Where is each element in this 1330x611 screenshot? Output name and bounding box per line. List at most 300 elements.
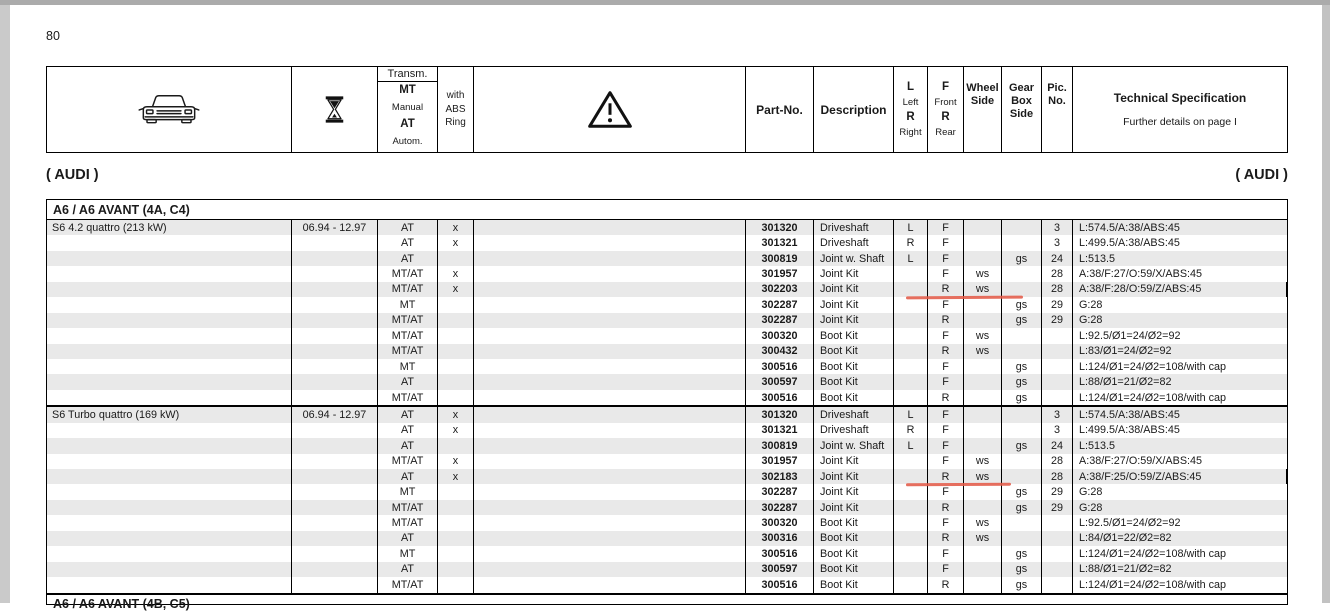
cell-fr: R — [928, 577, 964, 592]
cell-tech: L:83/Ø1=24/Ø2=92 — [1079, 345, 1172, 358]
cell-tech: L:574.5/A:38/ABS:45 — [1079, 408, 1180, 421]
rows-container — [47, 220, 1287, 595]
parts-row — [47, 484, 1287, 499]
cell-date — [292, 359, 378, 374]
cell-part: 301957 — [746, 266, 814, 281]
cell-gs: gs — [1002, 359, 1042, 374]
cell-tech: L:92.5/Ø1=24/Ø2=92 — [1079, 329, 1181, 342]
cell-part: 300516 — [746, 546, 814, 561]
cell-part: 301320 — [746, 407, 814, 422]
cell-tech: L:124/Ø1=24/Ø2=108/with cap — [1079, 578, 1227, 591]
cell-part: 301321 — [746, 235, 814, 250]
cell-transm: AT — [378, 220, 438, 235]
cell-desc: Joint Kit — [814, 469, 894, 484]
header-pic-no-cell — [1042, 67, 1073, 152]
cell-model — [47, 562, 292, 577]
abs-line: ABS — [445, 103, 466, 115]
cell-desc: Joint w. Shaft — [814, 438, 894, 453]
parts-row — [47, 266, 1287, 281]
cell-ws: ws — [964, 266, 1002, 281]
cell-pic: 3 — [1042, 220, 1073, 235]
cell-desc: Boot Kit — [814, 390, 894, 405]
cell-gs: gs — [1002, 313, 1042, 328]
parts-row — [47, 454, 1287, 469]
parts-row — [47, 359, 1287, 374]
cell-date — [292, 577, 378, 592]
cell-desc: Driveshaft — [814, 235, 894, 250]
cell-ws — [964, 220, 1002, 235]
cell-tech: L:92.5/Ø1=24/Ø2=92 — [1079, 517, 1181, 530]
cell-model — [47, 438, 292, 453]
parts-row — [47, 390, 1287, 405]
cell-lr — [894, 297, 928, 312]
cell-blank — [474, 423, 746, 438]
cell-pic: 28 — [1042, 469, 1073, 484]
cell-tech: A:38/F:28/O:59/Z/ABS:45 — [1073, 282, 1287, 297]
page-edge-right — [1322, 5, 1330, 603]
cell-ws: ws — [964, 454, 1002, 469]
cell-fr: F — [928, 546, 964, 561]
cell-desc: Boot Kit — [814, 515, 894, 530]
cell-lr: L — [894, 407, 928, 422]
cell-ws — [964, 297, 1002, 312]
cell-desc: Joint Kit — [814, 297, 894, 312]
cell-gs: gs — [1002, 251, 1042, 266]
cell-gs: gs — [1002, 390, 1042, 405]
parts-row — [47, 407, 1287, 422]
car-icon — [136, 91, 202, 128]
cell-abs: x — [438, 282, 474, 297]
wheel-side-line: Side — [970, 95, 995, 107]
parts-row — [47, 374, 1287, 389]
header-gear-box-side-cell — [1002, 67, 1042, 152]
cell-gs — [1002, 531, 1042, 546]
cell-ws — [964, 577, 1002, 592]
cell-transm: AT — [378, 531, 438, 546]
cell-ws: ws — [964, 531, 1002, 546]
cell-lr — [894, 577, 928, 592]
header-vehicle-cell — [47, 67, 292, 152]
cell-blank — [474, 515, 746, 530]
cell-pic: 3 — [1042, 407, 1073, 422]
cell-pic: 28 — [1042, 454, 1073, 469]
cell-blank — [474, 500, 746, 515]
hourglass-icon — [324, 95, 345, 124]
lr-right: Right — [899, 126, 922, 138]
cell-blank — [474, 438, 746, 453]
cell-model — [47, 454, 292, 469]
cell-gs — [1002, 423, 1042, 438]
cell-part: 300819 — [746, 251, 814, 266]
cell-abs — [438, 390, 474, 405]
cell-tech: L:574.5/A:38/ABS:45 — [1079, 221, 1180, 234]
brand-right: ( AUDI ) — [1235, 167, 1288, 183]
cell-date — [292, 469, 378, 484]
cell-part: 300819 — [746, 438, 814, 453]
cell-ws: ws — [964, 515, 1002, 530]
cell-desc: Boot Kit — [814, 359, 894, 374]
cell-gs — [1002, 469, 1042, 484]
gear-box-line: Gear — [1008, 82, 1035, 94]
cell-transm: MT — [378, 546, 438, 561]
header-description: Description — [814, 67, 894, 152]
cell-pic — [1042, 328, 1073, 343]
parts-row — [47, 531, 1287, 546]
cell-lr — [894, 454, 928, 469]
page-number: 80 — [46, 29, 60, 43]
cell-tech: A:38/F:27/O:59/X/ABS:45 — [1079, 455, 1203, 468]
cell-pic — [1042, 515, 1073, 530]
gear-box-line: Side — [1009, 108, 1034, 120]
cell-abs — [438, 297, 474, 312]
cell-fr: F — [928, 438, 964, 453]
tech-spec-subtitle: Further details on page I — [1123, 116, 1237, 128]
cell-fr: R — [928, 531, 964, 546]
cell-part: 300320 — [746, 328, 814, 343]
cell-blank — [474, 577, 746, 592]
cell-date: 06.94 - 12.97 — [292, 407, 378, 422]
cell-blank — [474, 390, 746, 405]
cell-model — [47, 374, 292, 389]
cell-lr: R — [894, 423, 928, 438]
cell-lr — [894, 266, 928, 281]
cell-part: 300432 — [746, 344, 814, 359]
cell-model — [47, 546, 292, 561]
header-period-cell — [292, 67, 378, 152]
parts-row — [47, 562, 1287, 577]
cell-blank — [474, 407, 746, 422]
cell-abs: x — [438, 266, 474, 281]
header-wheel-side-cell — [964, 67, 1002, 152]
cell-gs — [1002, 515, 1042, 530]
cell-fr: R — [928, 500, 964, 515]
cell-fr: F — [928, 220, 964, 235]
cell-date — [292, 515, 378, 530]
cell-pic — [1042, 359, 1073, 374]
cell-date — [292, 531, 378, 546]
cell-fr: F — [928, 454, 964, 469]
cell-abs: x — [438, 469, 474, 484]
abs-line: Ring — [445, 117, 466, 129]
cell-pic — [1042, 562, 1073, 577]
cell-lr — [894, 344, 928, 359]
cell-transm: MT/AT — [378, 454, 438, 469]
cell-tech: L:513.5 — [1079, 252, 1116, 265]
cell-blank — [474, 266, 746, 281]
cell-fr: F — [928, 562, 964, 577]
cell-gs: gs — [1002, 577, 1042, 592]
cell-desc: Joint Kit — [814, 282, 894, 297]
cell-part: 302287 — [746, 297, 814, 312]
cell-gs — [1002, 235, 1042, 250]
cell-abs: x — [438, 454, 474, 469]
cell-abs: x — [438, 407, 474, 422]
cell-ws — [964, 390, 1002, 405]
cell-tech: A:38/F:27/O:59/X/ABS:45 — [1079, 268, 1203, 281]
cell-ws — [964, 500, 1002, 515]
cell-model — [47, 469, 292, 484]
parts-row — [47, 251, 1287, 266]
cell-tech: L:499.5/A:38/ABS:45 — [1079, 237, 1180, 250]
cell-blank — [474, 282, 746, 297]
cell-gs — [1002, 220, 1042, 235]
cell-gs: gs — [1002, 546, 1042, 561]
cell-transm: MT — [378, 359, 438, 374]
cell-pic: 29 — [1042, 484, 1073, 499]
cell-lr — [894, 374, 928, 389]
parts-row — [47, 423, 1287, 438]
lr-l: L — [906, 80, 915, 93]
cell-abs — [438, 562, 474, 577]
cell-desc: Driveshaft — [814, 220, 894, 235]
cell-pic: 29 — [1042, 313, 1073, 328]
pic-no-line: No. — [1048, 95, 1066, 107]
cell-gs — [1002, 454, 1042, 469]
cell-model — [47, 251, 292, 266]
cell-desc: Boot Kit — [814, 344, 894, 359]
cell-model — [47, 423, 292, 438]
cell-fr: R — [928, 282, 964, 297]
fr-f: F — [941, 80, 950, 93]
cell-part: 300516 — [746, 359, 814, 374]
cell-model — [47, 515, 292, 530]
cell-part: 301957 — [746, 454, 814, 469]
cell-fr: F — [928, 235, 964, 250]
cell-lr: L — [894, 251, 928, 266]
cell-desc: Joint Kit — [814, 454, 894, 469]
cell-fr: F — [928, 374, 964, 389]
cell-part: 302183 — [746, 469, 814, 484]
cell-fr: F — [928, 251, 964, 266]
cell-transm: AT — [378, 469, 438, 484]
cell-abs — [438, 313, 474, 328]
cell-fr: F — [928, 484, 964, 499]
cell-abs — [438, 328, 474, 343]
brand-row — [46, 167, 1288, 183]
cell-ws: ws — [964, 344, 1002, 359]
cell-model — [47, 297, 292, 312]
cell-part: 301321 — [746, 423, 814, 438]
cell-gs: gs — [1002, 297, 1042, 312]
cell-abs — [438, 359, 474, 374]
cell-pic: 3 — [1042, 423, 1073, 438]
cell-tech: L:88/Ø1=21/Ø2=82 — [1079, 376, 1172, 389]
header-tech-spec-cell — [1073, 67, 1287, 152]
cell-abs — [438, 374, 474, 389]
cell-fr: F — [928, 423, 964, 438]
cell-pic — [1042, 577, 1073, 592]
cell-lr — [894, 500, 928, 515]
cell-lr — [894, 313, 928, 328]
cell-pic — [1042, 344, 1073, 359]
cell-lr — [894, 484, 928, 499]
cell-part: 300597 — [746, 562, 814, 577]
cell-desc: Boot Kit — [814, 546, 894, 561]
cell-model — [47, 359, 292, 374]
cell-desc: Joint w. Shaft — [814, 251, 894, 266]
cell-part: 302287 — [746, 484, 814, 499]
cell-model — [47, 235, 292, 250]
parts-row — [47, 313, 1287, 328]
parts-row — [47, 220, 1287, 235]
cell-lr: L — [894, 220, 928, 235]
cell-desc: Joint Kit — [814, 266, 894, 281]
parts-row — [47, 469, 1287, 484]
cell-gs — [1002, 328, 1042, 343]
cell-date — [292, 313, 378, 328]
catalog-page — [10, 5, 1322, 611]
transm-autom: Autom. — [392, 136, 423, 147]
abs-line: with — [446, 90, 465, 102]
cell-blank — [474, 251, 746, 266]
tech-spec-title: Technical Specification — [1113, 91, 1247, 105]
parts-row — [47, 297, 1287, 312]
cell-tech: G:28 — [1079, 501, 1103, 514]
cell-part: 300597 — [746, 374, 814, 389]
cell-tech: L:124/Ø1=24/Ø2=108/with cap — [1079, 391, 1227, 404]
cell-pic: 24 — [1042, 251, 1073, 266]
cell-transm: AT — [378, 562, 438, 577]
cell-abs — [438, 251, 474, 266]
model-block — [47, 407, 1287, 594]
cell-fr: F — [928, 297, 964, 312]
cell-tech: L:124/Ø1=24/Ø2=108/with cap — [1079, 360, 1227, 373]
cell-ws: ws — [964, 328, 1002, 343]
model-block — [47, 220, 1287, 407]
cell-ws — [964, 484, 1002, 499]
cell-pic: 24 — [1042, 438, 1073, 453]
cell-ws — [964, 251, 1002, 266]
cell-date — [292, 562, 378, 577]
cell-transm: MT/AT — [378, 313, 438, 328]
cell-blank — [474, 235, 746, 250]
fr-front: Front — [934, 96, 957, 108]
cell-date — [292, 546, 378, 561]
cell-tech: L:88/Ø1=21/Ø2=82 — [1079, 563, 1172, 576]
header-transmission-cell — [378, 67, 438, 152]
cell-abs — [438, 484, 474, 499]
cell-gs: gs — [1002, 484, 1042, 499]
cell-blank — [474, 454, 746, 469]
gear-box-line: Box — [1011, 95, 1032, 107]
cell-ws — [964, 235, 1002, 250]
parts-table — [46, 199, 1288, 611]
cell-lr — [894, 469, 928, 484]
cell-gs: gs — [1002, 438, 1042, 453]
cell-transm: MT/AT — [378, 500, 438, 515]
cell-transm: MT/AT — [378, 266, 438, 281]
header-left-right-cell — [894, 67, 928, 152]
cell-ws — [964, 423, 1002, 438]
cell-blank — [474, 374, 746, 389]
cell-pic: 28 — [1042, 266, 1073, 281]
cell-tech: A:38/F:25/O:59/Z/ABS:45 — [1073, 469, 1287, 484]
cell-gs — [1002, 407, 1042, 422]
cell-transm: MT/AT — [378, 282, 438, 297]
brand-left: ( AUDI ) — [46, 167, 99, 183]
cell-lr — [894, 328, 928, 343]
parts-row — [47, 235, 1287, 250]
cell-desc: Boot Kit — [814, 531, 894, 546]
cell-lr — [894, 515, 928, 530]
cell-tech: L:124/Ø1=24/Ø2=108/with cap — [1079, 547, 1227, 560]
cell-pic — [1042, 531, 1073, 546]
cell-part: 302287 — [746, 500, 814, 515]
cell-ws — [964, 313, 1002, 328]
cell-pic: 28 — [1042, 282, 1073, 297]
cell-date — [292, 344, 378, 359]
cell-pic — [1042, 374, 1073, 389]
cell-desc: Driveshaft — [814, 407, 894, 422]
cell-pic — [1042, 546, 1073, 561]
cell-blank — [474, 220, 746, 235]
cell-ws — [964, 407, 1002, 422]
cell-lr — [894, 359, 928, 374]
cell-date — [292, 423, 378, 438]
parts-row — [47, 515, 1287, 530]
cell-blank — [474, 562, 746, 577]
cell-gs — [1002, 282, 1042, 297]
pic-no-line: Pic. — [1047, 82, 1067, 94]
fr-r: R — [941, 110, 950, 123]
table-header — [46, 66, 1288, 153]
parts-row — [47, 438, 1287, 453]
next-section-header-partial: A6 / A6 AVANT (4B, C5) — [47, 595, 1287, 604]
cell-transm: AT — [378, 438, 438, 453]
cell-ws — [964, 359, 1002, 374]
cell-transm: AT — [378, 235, 438, 250]
cell-abs: x — [438, 423, 474, 438]
cell-lr — [894, 282, 928, 297]
cell-model: S6 Turbo quattro (169 kW) — [47, 407, 292, 422]
cell-fr: R — [928, 469, 964, 484]
cell-fr: F — [928, 266, 964, 281]
cell-part: 300316 — [746, 531, 814, 546]
cell-lr: R — [894, 235, 928, 250]
header-abs-ring-cell — [438, 67, 474, 152]
cell-transm: MT/AT — [378, 328, 438, 343]
cell-lr: L — [894, 438, 928, 453]
cell-model — [47, 344, 292, 359]
cell-model — [47, 328, 292, 343]
cell-model — [47, 390, 292, 405]
cell-lr — [894, 390, 928, 405]
cell-blank — [474, 344, 746, 359]
cell-abs — [438, 500, 474, 515]
cell-date — [292, 282, 378, 297]
cell-transm: MT/AT — [378, 577, 438, 592]
cell-desc: Joint Kit — [814, 484, 894, 499]
cell-desc: Boot Kit — [814, 374, 894, 389]
transm-title: Transm. — [378, 67, 437, 82]
cell-part: 300516 — [746, 577, 814, 592]
cell-date — [292, 328, 378, 343]
cell-pic: 29 — [1042, 297, 1073, 312]
cell-lr — [894, 546, 928, 561]
transm-mt: MT — [399, 84, 416, 96]
cell-date: 06.94 - 12.97 — [292, 220, 378, 235]
cell-fr: F — [928, 407, 964, 422]
page-edge-left — [0, 5, 10, 603]
cell-transm: AT — [378, 423, 438, 438]
cell-model — [47, 266, 292, 281]
cell-desc: Boot Kit — [814, 577, 894, 592]
cell-date — [292, 235, 378, 250]
cell-blank — [474, 297, 746, 312]
cell-ws — [964, 438, 1002, 453]
cell-gs: gs — [1002, 500, 1042, 515]
parts-row — [47, 344, 1287, 359]
